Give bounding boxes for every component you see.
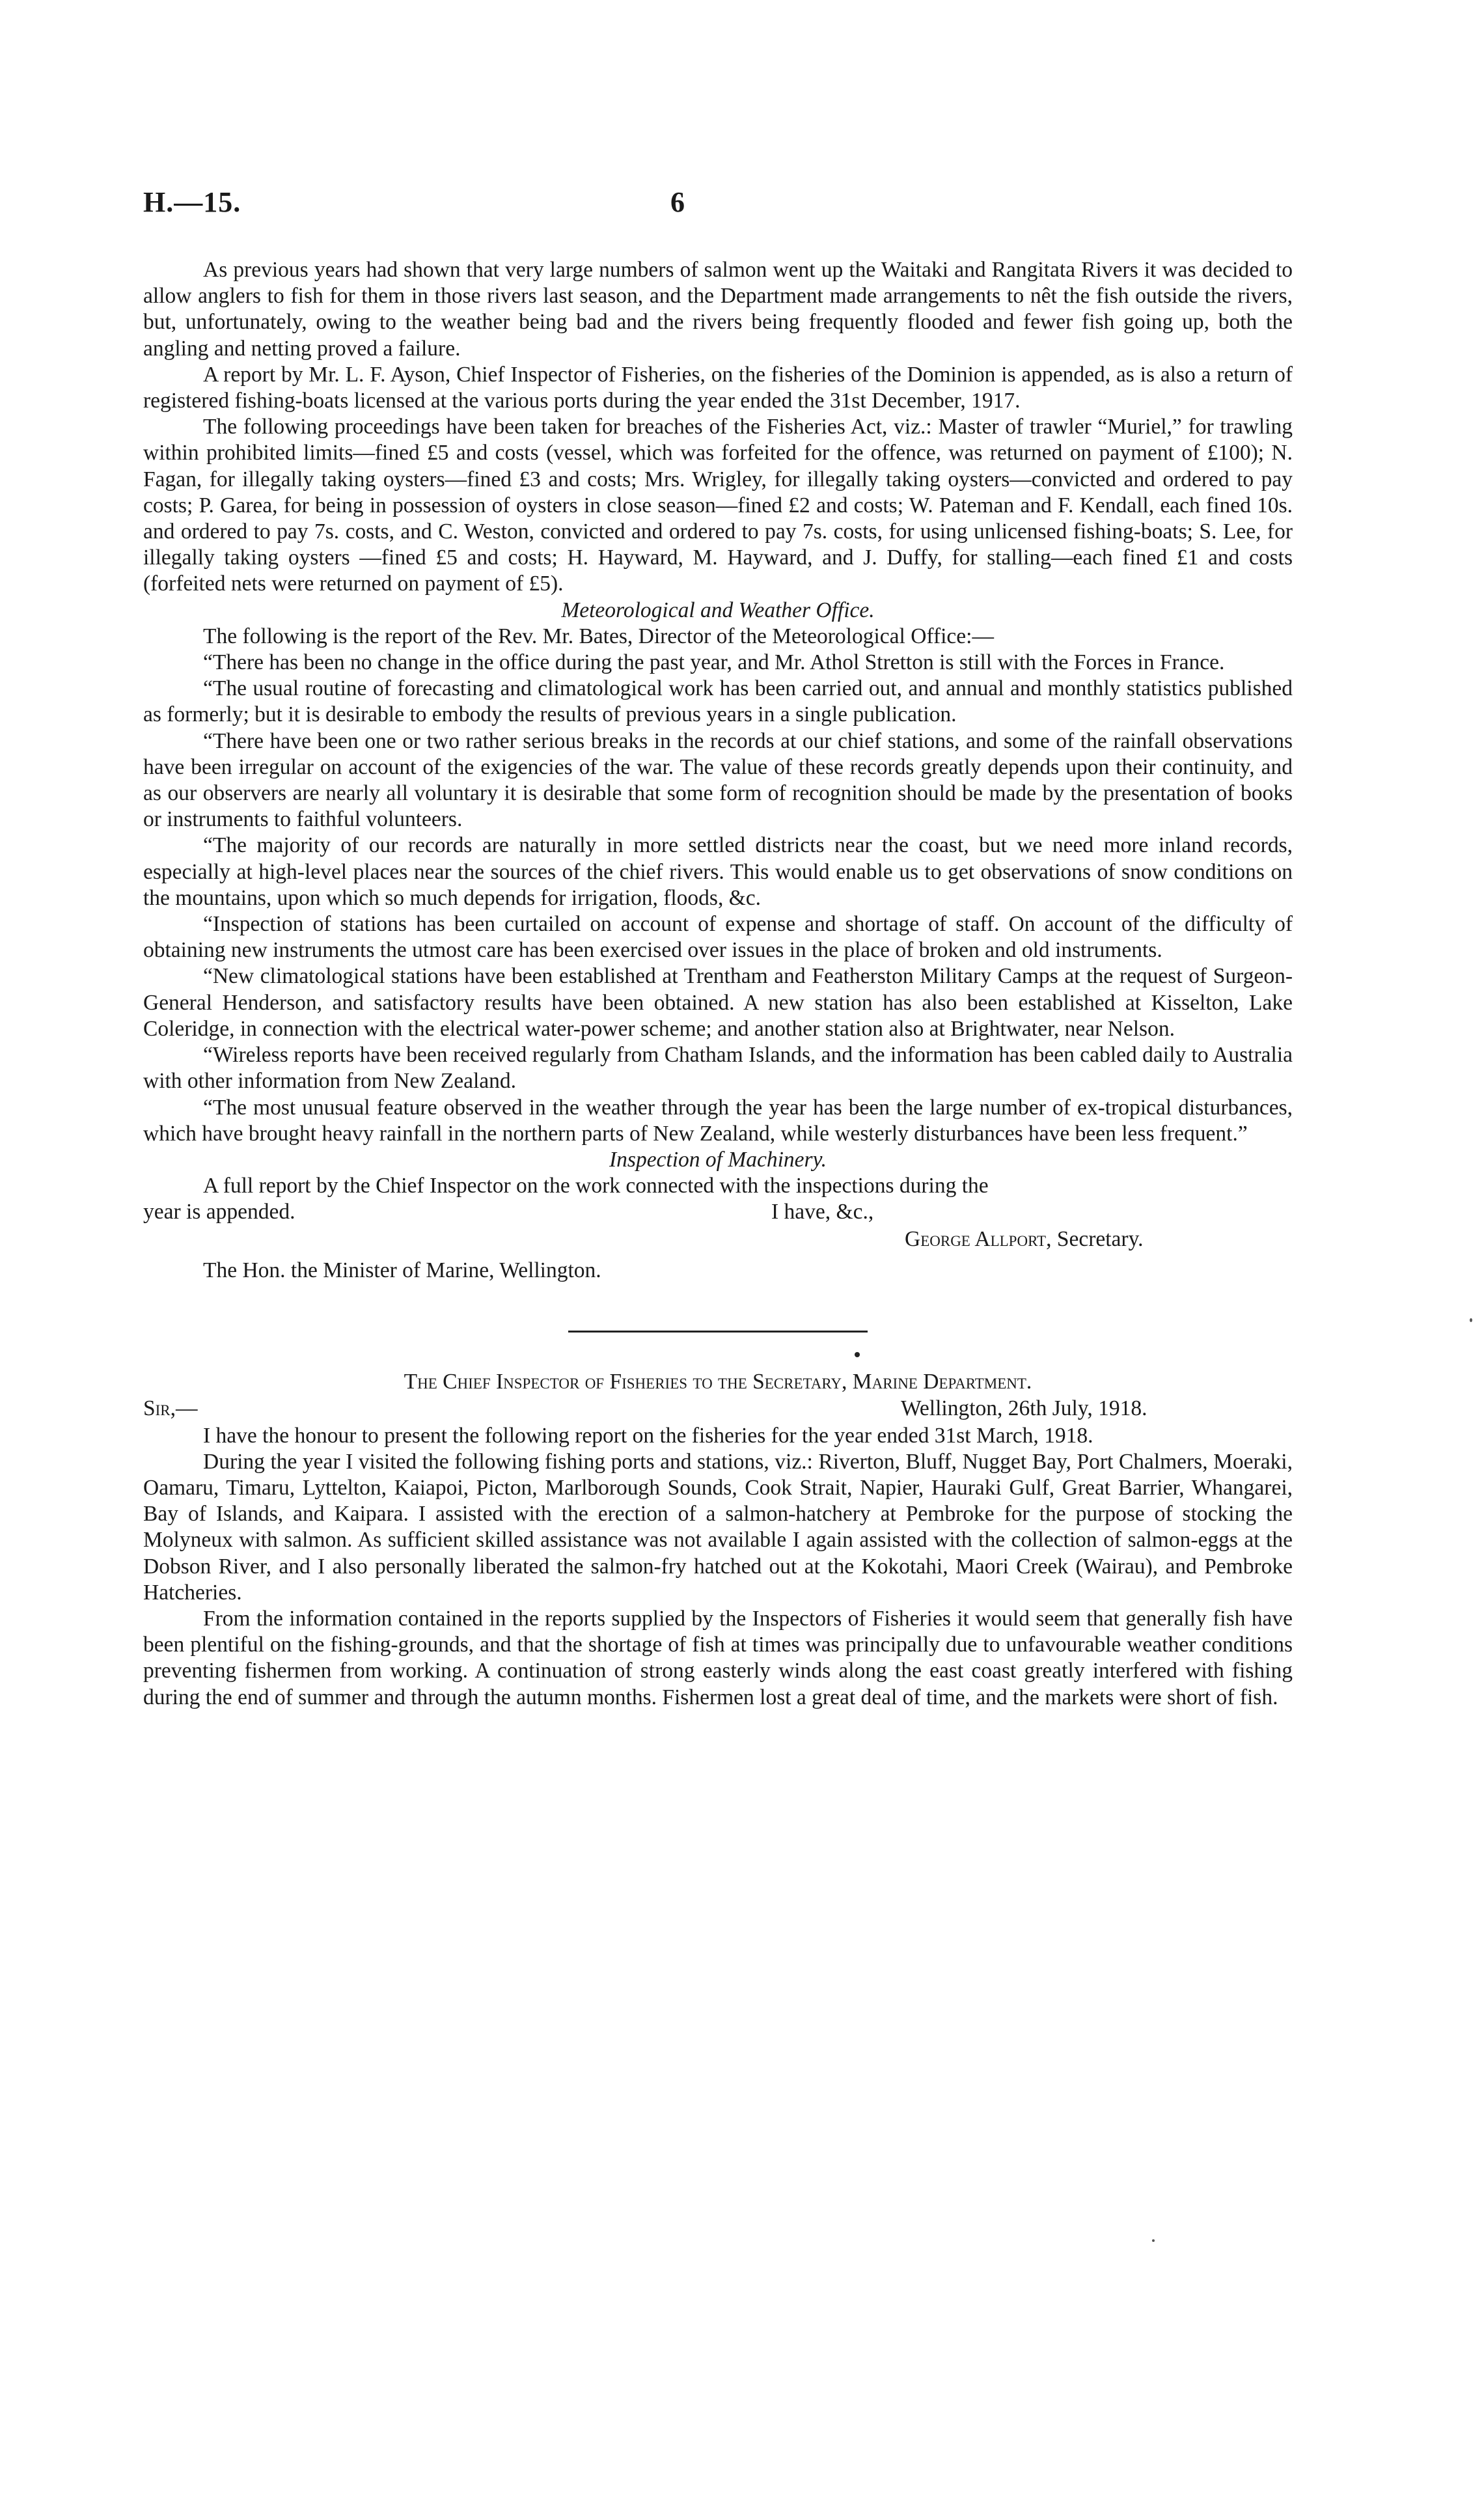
letter-date: Wellington, 26th July, 1918. — [901, 1396, 1147, 1420]
paragraph-proceedings: The following proceedings have been taken for breaches of the Fisheries Act, viz.: Master of trawler “Muriel,” for trawling within prohibited limits—fined £5 and costs (vessel, which was forfeited for the offence, was returned on payment of £100); N. Fagan, for illegally taking oysters—fined £3 and costs; Mrs. Wrigley, for illegally taking oysters—convicted and ordered to pay costs; P. Garea, for being in possession of oysters in close season—fined £2 and costs; W. Pateman and F. Kendall, each fined 10s. and ordered to pay 7s. costs, and C. Weston, convicted and ordered to pay 7s. costs, for using unlicensed fishing-boats; S. Lee, for illegally taking oysters —fined £5 and costs; H. Hayward, M. Hayward, and J. Duffy, for stalling—each fined £1 and costs (forfeited nets were returned on payment of £5). — [143, 415, 1293, 596]
paragraph-letter-2: During the year I visited the following fishing ports and stations, viz.: Riverton, Bluff, Nugget Bay, Port Chalmers, Moeraki, Oamaru, Timaru, Lyttelton, Kaiapoi, Picton, Marlborough Sounds, Cook Strait, Napier, Hauraki Gulf, Great Barrier, Whangarei, Bay of Islands, and Kaipara. I assisted with the erection of a salmon-hatchery at Pembroke for the purpose of stocking the Molyneux with salmon. As sufficient skilled assistance was not available I again assisted with the collection of salmon-eggs at the Dobson River, and I also personally liberated the salmon-fry hatched out at the Kokotahi, Maori Creek (Wairau), and Pembroke Hatcheries. — [143, 1449, 1293, 1605]
scan-speck — [1152, 2239, 1155, 2242]
document-body — [143, 257, 1293, 1711]
signatory-title: , Secretary. — [1046, 1227, 1144, 1252]
machinery-text-continued: year is appended. — [143, 1200, 295, 1224]
paragraph-met-q5: “Inspection of stations has been curtailed on account of expense and shortage of staff. On account of the difficulty of obtaining new instruments the utmost care has been exercised over issues in the place of broken and old instruments. — [143, 912, 1293, 963]
salutation: Sir,— — [143, 1396, 198, 1420]
signatory-name: George Allport — [905, 1227, 1047, 1252]
salutation-row — [143, 1396, 1293, 1423]
paragraph-salmon: As previous years had shown that very large numbers of salmon went up the Waitaki and Rangitata Rivers it was decided to allow anglers to fish for them in those rivers last season, and the Department made arrangements to nêt the fish outside the rivers, but, unfortunately, owing to the weather being bad and the rivers being frequently flooded and fewer fish going up, both the angling and netting proved a failure. — [143, 258, 1293, 361]
paragraph-met-q8: “The most unusual feature observed in the weather through the year has been the large number of ex-tropical disturbances, which have brought heavy rainfall in the northern parts of New Zealand, while westerly disturbances have been less frequent.” — [143, 1095, 1293, 1146]
signature-block — [143, 1199, 1293, 1284]
page-number: 6 — [670, 186, 685, 218]
paragraph-machinery: A full report by the Chief Inspector on the work connected with the inspections during the — [203, 1174, 989, 1198]
paragraph-letter-3: From the information contained in the reports supplied by the Inspectors of Fisheries it would seem that generally fish have been plentiful on the fishing-grounds, and that the shortage of fish at times was principally due to unfavourable weather conditions preventing fishermen from working. A continuation of strong easterly winds along the east coast greatly interfered with fishing during the end of summer and through the autumn months. Fishermen lost a great deal of time, and the markets were short of fish. — [143, 1606, 1293, 1709]
paragraph-ayson-report: A report by Mr. L. F. Ayson, Chief Inspector of Fisheries, on the fisheries of the Dominion is appended, as is also a return of registered fishing-boats licensed at the various ports during the year ended the 31st December, 1917. — [143, 362, 1293, 413]
paragraph-met-q2: “The usual routine of forecasting and climatological work has been carried out, and annual and monthly statistics published as formerly; but it is desirable to embody the results of previous years in a single publication. — [143, 676, 1293, 727]
section-divider — [568, 1331, 868, 1333]
paragraph-met-q4: “The majority of our records are naturally in more settled districts near the coast, but we need more inland records, especially at high-level places near the sources of the chief rivers. This would enable us to get observations of snow conditions on the mountains, upon which so much depends for irrigation, floods, &c. — [143, 833, 1293, 910]
closing-phrase: I have, &c., — [771, 1200, 874, 1224]
paragraph-met-q7: “Wireless reports have been received regularly from Chatham Islands, and the information has been cabled daily to Australia with other information from New Zealand. — [143, 1043, 1293, 1094]
signatory — [905, 1226, 1144, 1252]
letter-heading: The Chief Inspector of Fisheries to the Secretary, Marine Department. — [404, 1370, 1032, 1394]
paragraph-met-intro: The following is the report of the Rev. Mr. Bates, Director of the Meteorological Office:— — [203, 624, 994, 648]
addressee: The Hon. the Minister of Marine, Wellington. — [203, 1258, 601, 1283]
paragraph-met-q3: “There have been one or two rather serious breaks in the records at our chief stations, and some of the rainfall observations have been irregular on account of the exigencies of the war. The value of these records greatly depends upon their continuity, and as our observers are nearly all voluntary it is desirable that some form of recognition should be made by the presentation of books or instruments to faithful volunteers. — [143, 728, 1293, 832]
paragraph-letter-1: I have the honour to present the following report on the fisheries for the year ended 31st March, 1918. — [203, 1423, 1093, 1448]
paragraph-met-q1: “There has been no change in the office during the past year, and Mr. Athol Stretton is still with the Forces in France. — [203, 650, 1225, 675]
page-header — [143, 186, 1308, 231]
document-code: H.—15. — [143, 186, 241, 218]
heading-meteorological: Meteorological and Weather Office. — [561, 598, 875, 622]
scan-speck — [1470, 1318, 1472, 1322]
divider-dot — [855, 1352, 860, 1357]
heading-machinery: Inspection of Machinery. — [609, 1147, 827, 1172]
paragraph-met-q6: “New climatological stations have been established at Trentham and Featherston Military Camps at the request of Surgeon-General Henderson, and satisfactory results have been obtained. A new station has also been established at Kisselton, Lake Coleridge, in connection with the electrical water-power scheme; and another station also at Brightwater, near Nelson. — [143, 964, 1293, 1041]
